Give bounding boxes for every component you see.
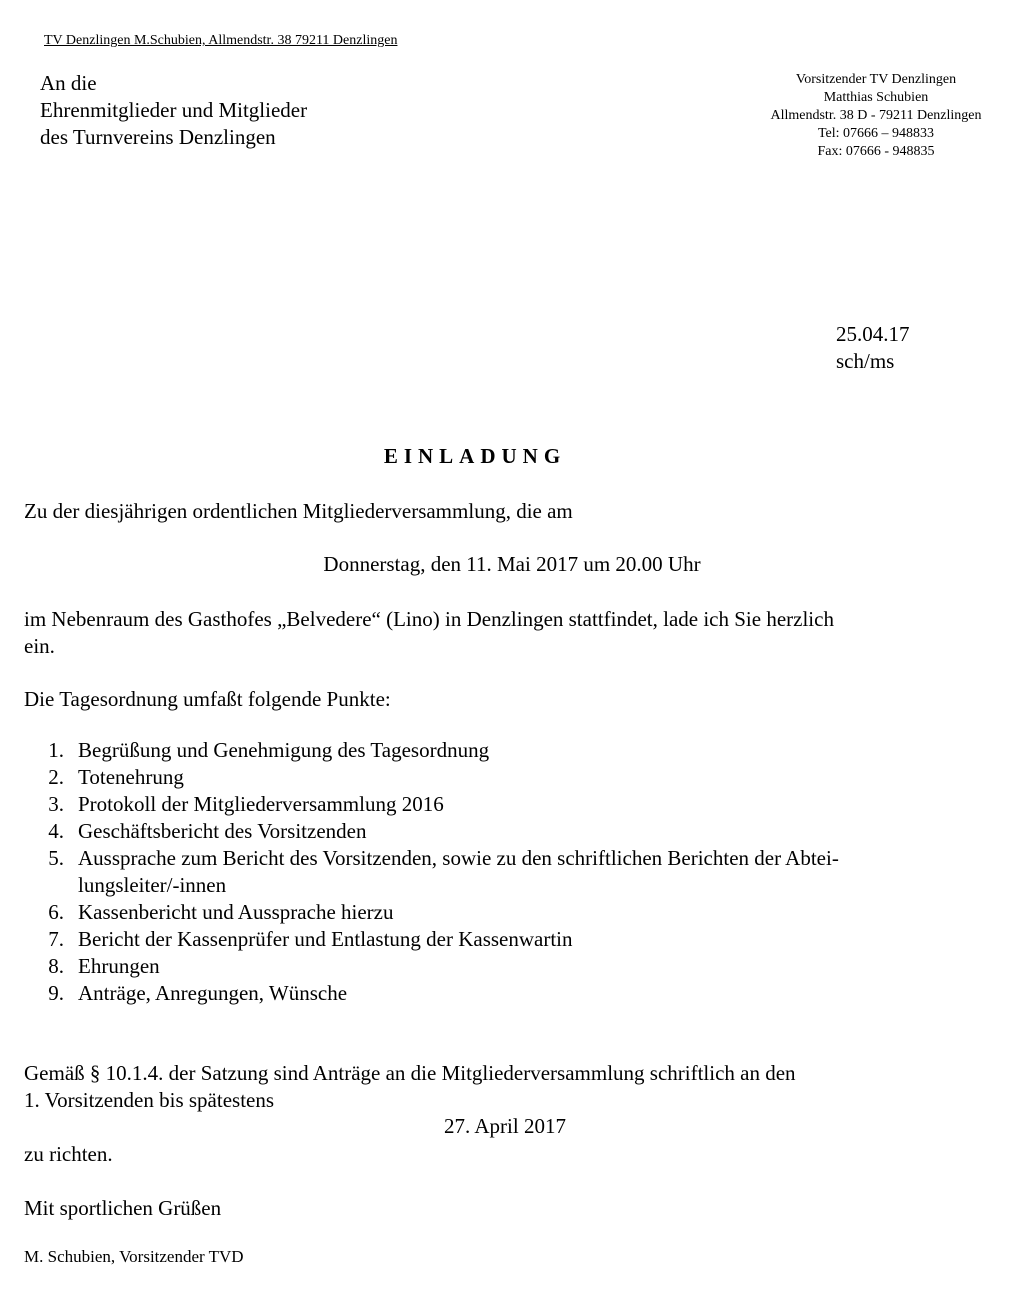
agenda-item	[24, 899, 944, 926]
agenda-item-text: Geschäftsbericht des Vorsitzenden	[78, 819, 367, 843]
contact-line: Allmendstr. 38 D - 79211 Denzlingen	[770, 108, 982, 123]
closing-greeting: Mit sportlichen Grüßen	[24, 1196, 222, 1220]
contact-line: Fax: 07666 - 948835	[817, 144, 935, 159]
agenda-item	[24, 791, 944, 818]
deadline-date: 27. April 2017	[444, 1114, 566, 1138]
contact-line: Matthias Schubien	[823, 90, 929, 105]
agenda-item-text: Begrüßung und Genehmigung des Tagesordnung	[78, 738, 490, 762]
letter-date: 25.04.17	[836, 322, 910, 346]
letter-title: EINLADUNG	[383, 444, 567, 468]
agenda-item-text: Kassenbericht und Aussprache hierzu	[78, 900, 394, 924]
agenda-item-text: Ehrungen	[78, 954, 160, 978]
agenda-item-number: 8.	[48, 954, 64, 978]
location-line: ein.	[24, 634, 55, 658]
agenda-item	[24, 764, 944, 791]
agenda-item-number: 6.	[48, 900, 64, 924]
agenda-item-number: 2.	[48, 765, 64, 789]
agenda-heading: Die Tagesordnung umfaßt folgende Punkte:	[24, 687, 391, 711]
agenda-item	[24, 980, 944, 1007]
agenda-item	[24, 818, 944, 845]
agenda-item-text: Bericht der Kassenprüfer und Entlastung der Kassenwartin	[78, 927, 573, 951]
recipient-line: des Turnvereins Denzlingen	[40, 125, 276, 149]
statute-text	[24, 1060, 796, 1114]
contact-line: Vorsitzender TV Denzlingen	[795, 72, 957, 87]
agenda-item	[24, 953, 944, 980]
sender-return-address: TV Denzlingen M.Schubien, Allmendstr. 38 79211 Denzlingen	[44, 33, 398, 48]
agenda-item-number: 9.	[48, 981, 64, 1005]
agenda-item-number: 7.	[48, 927, 64, 951]
agenda-item-text: Totenehrung	[78, 765, 184, 789]
agenda-item-number: 1.	[48, 738, 64, 762]
agenda-item-number: 3.	[48, 792, 64, 816]
recipient-address	[40, 70, 307, 151]
agenda-item	[24, 926, 944, 953]
agenda-item-number: 4.	[48, 819, 64, 843]
agenda-item-number: 5.	[48, 846, 64, 870]
sender-contact-block	[752, 71, 1000, 161]
reference-block	[836, 321, 910, 375]
statute-line: 1. Vorsitzenden bis spätestens	[24, 1088, 275, 1112]
agenda-item-line: lungsleiter/-innen	[78, 873, 227, 897]
recipient-line: Ehrenmitglieder und Mitglieder	[40, 98, 308, 122]
recipient-line: An die	[40, 71, 97, 95]
statute-line: Gemäß § 10.1.4. der Satzung sind Anträge an die Mitgliederversammlung schriftlich an den	[24, 1061, 796, 1085]
meeting-date: Donnerstag, den 11. Mai 2017 um 20.00 Uhr	[323, 552, 701, 576]
agenda-item-text: Protokoll der Mitgliederversammlung 2016	[78, 792, 444, 816]
agenda-item	[24, 737, 944, 764]
agenda-item	[24, 845, 944, 899]
location-text	[24, 606, 834, 660]
agenda-item-text: Anträge, Anregungen, Wünsche	[78, 981, 348, 1005]
contact-line: Tel: 07666 – 948833	[817, 126, 935, 141]
agenda-item-line: Aussprache zum Bericht des Vorsitzenden, sowie zu den schriftlichen Berichten der Abtei-	[78, 846, 839, 870]
agenda-item-text	[65, 845, 839, 899]
statute-closing: zu richten.	[24, 1142, 113, 1166]
location-line: im Nebenraum des Gasthofes „Belvedere“ (Lino) in Denzlingen stattfindet, lade ich Sie herzlich	[24, 607, 834, 631]
agenda-list	[24, 737, 944, 1007]
signature-line: M. Schubien, Vorsitzender TVD	[24, 1247, 244, 1266]
reference-initials: sch/ms	[836, 349, 895, 373]
intro-text: Zu der diesjährigen ordentlichen Mitgliederversammlung, die am	[24, 499, 573, 523]
